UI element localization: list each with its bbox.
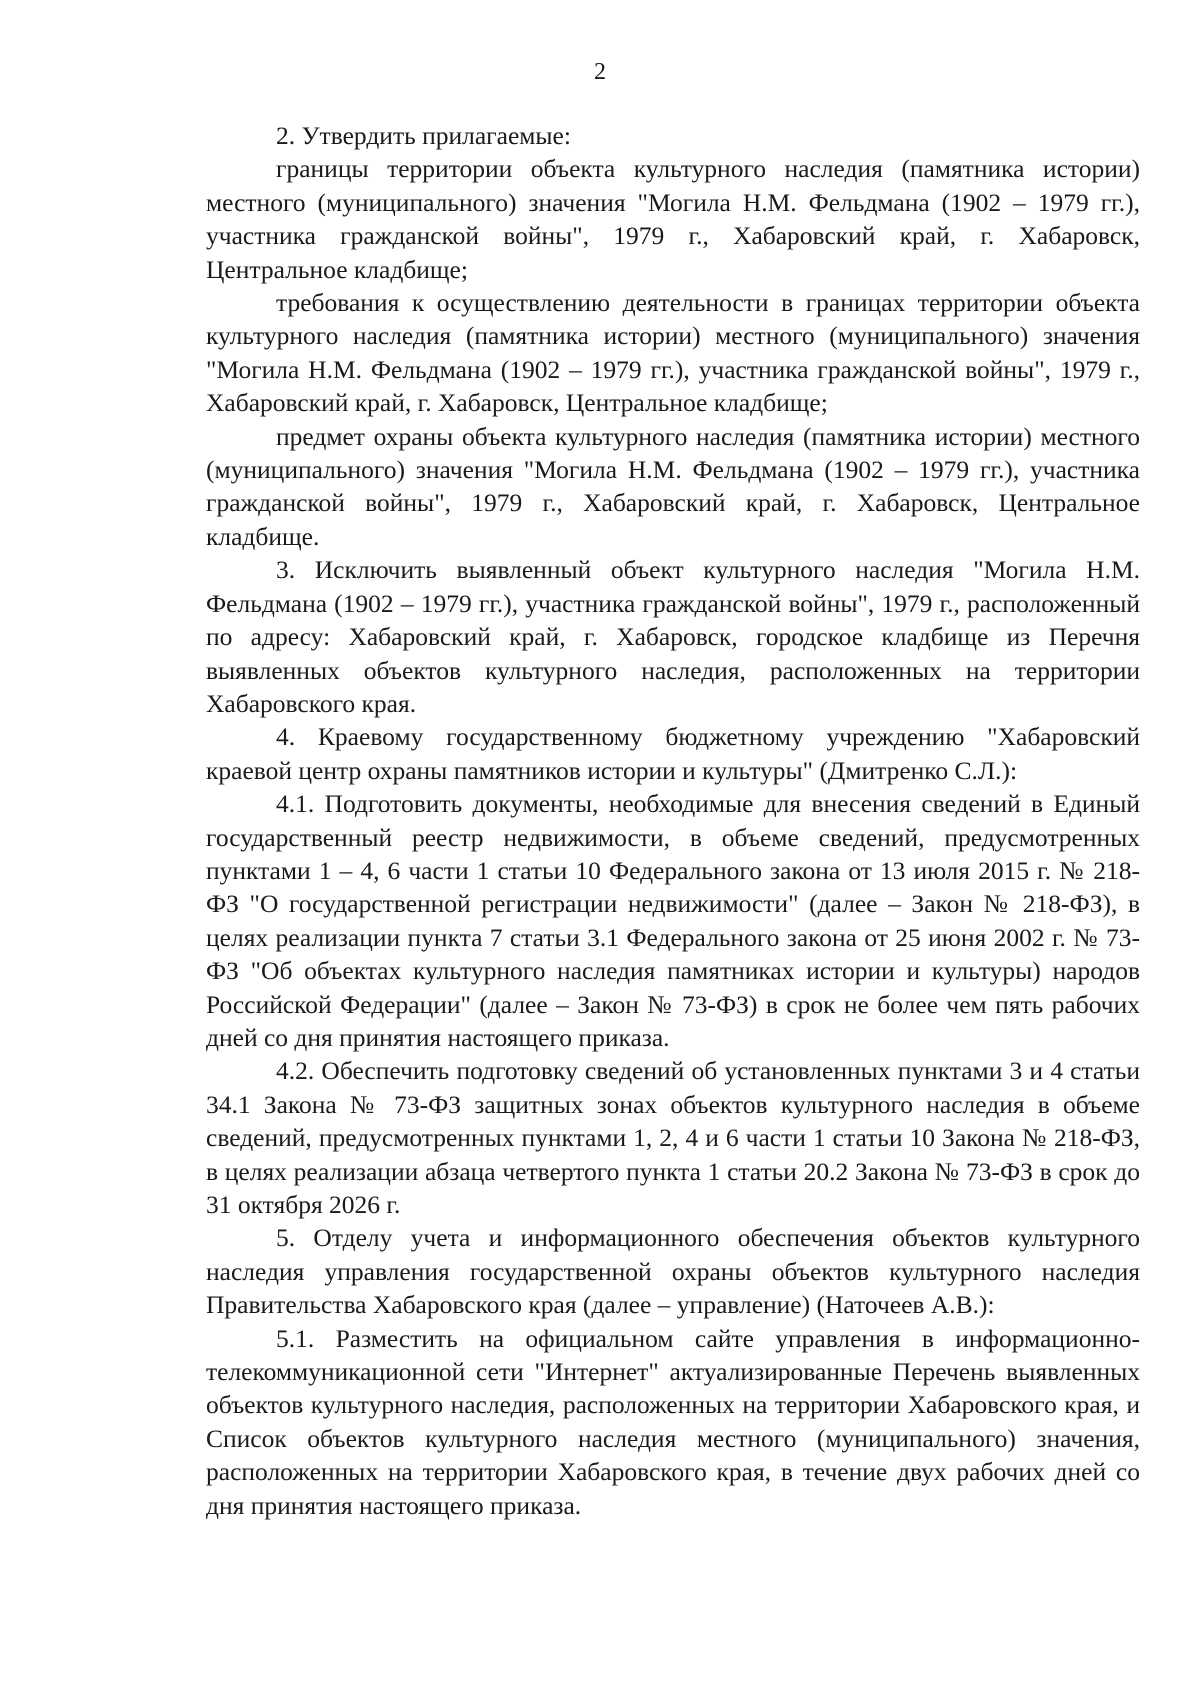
- paragraph-protection-subject: предмет охраны объекта культурного наследия (памятника истории) местного (муниципального) значения "Могила Н.М. Фельдмана (1902 – 1979 гг.), участника гражданской войны", 1979 г., Хабаровский край, г. Хабаровск, Центральное кладбище.: [206, 421, 1140, 551]
- paragraph-item-4-1-documents: 4.1. Подготовить документы, необходимые для внесения сведений в Единый государственный реестр недвижимости, в объеме сведений, предусмотренных пунктами 1 – 4, 6 части 1 статьи 10 Федерального закона от 13 июля 2015 г. № 218-ФЗ "О государственной регистрации недвижимости" (далее – Закон № 218-ФЗ), в целях реализации пункта 7 статьи 3.1 Федерального закона от 25 июня 2002 г. № 73-ФЗ "Об объектах культурного наследия памятниках истории и культуры) народов Российской Федерации" (далее – Закон № 73-ФЗ) в срок не более чем пять рабочих дней со дня принятия настоящего приказа.: [206, 789, 1140, 1052]
- page-number: 2: [594, 59, 606, 85]
- paragraph-item-4-2-protection-zones: 4.2. Обеспечить подготовку сведений об установленных пунктами 3 и 4 статьи 34.1 Закона № 73-ФЗ защитных зонах объектов культурного наследия в объеме сведений, предусмотренных пунктами 1, 2, 4 и 6 части 1 статьи 10 Закона № 218-ФЗ, в целях реализации абзаца четвертого пункта 1 статьи 20.2 Закона № 73-ФЗ в срок до 31 октября 2026 г.: [206, 1056, 1140, 1219]
- paragraph-item-4-institution: 4. Краевому государственному бюджетному учреждению "Хабаровский краевой центр охраны памятников истории и культуры" (Дмитренко С.Л.):: [206, 722, 1140, 785]
- document-body: [206, 119, 1140, 1522]
- paragraph-activity-requirements: требования к осуществлению деятельности в границах территории объекта культурного наследия (памятника истории) местного (муниципального) значения "Могила Н.М. Фельдмана (1902 – 1979 гг.), участника гражданской войны", 1979 г., Хабаровский край, г. Хабаровск, Центральное кладбище;: [206, 288, 1140, 418]
- paragraph-item-5-department: 5. Отделу учета и информационного обеспечения объектов культурного наследия управления государственной охраны объектов культурного наследия Правительства Хабаровского края (далее – управление) (Наточеев А.В.):: [206, 1223, 1140, 1320]
- paragraph-item-3-exclude: 3. Исключить выявленный объект культурного наследия "Могила Н.М. Фельдмана (1902 – 1979 гг.), участника гражданской войны", 1979 г., расположенный по адресу: Хабаровский край, г. Хабаровск, городское кладбище из Перечня выявленных объектов культурного наследия, расположенных на территории Хабаровского края.: [206, 555, 1140, 718]
- paragraph-approve-heading: 2. Утвердить прилагаемые:: [276, 121, 571, 150]
- paragraph-item-5-1-publish: 5.1. Разместить на официальном сайте управления в информационно-телекоммуникационной сети "Интернет" актуализированные Перечень выявленных объектов культурного наследия, расположенных на территории Хабаровского края, и Список объектов культурного наследия местного (муниципального) значения, расположенных на территории Хабаровского края, в течение двух рабочих дней со дня принятия настоящего приказа.: [206, 1323, 1140, 1520]
- paragraph-territory-boundaries: границы территории объекта культурного наследия (памятника истории) местного (муниципального) значения "Могила Н.М. Фельдмана (1902 – 1979 гг.), участника гражданской войны", 1979 г., Хабаровский край, г. Хабаровск, Центральное кладбище;: [206, 154, 1140, 284]
